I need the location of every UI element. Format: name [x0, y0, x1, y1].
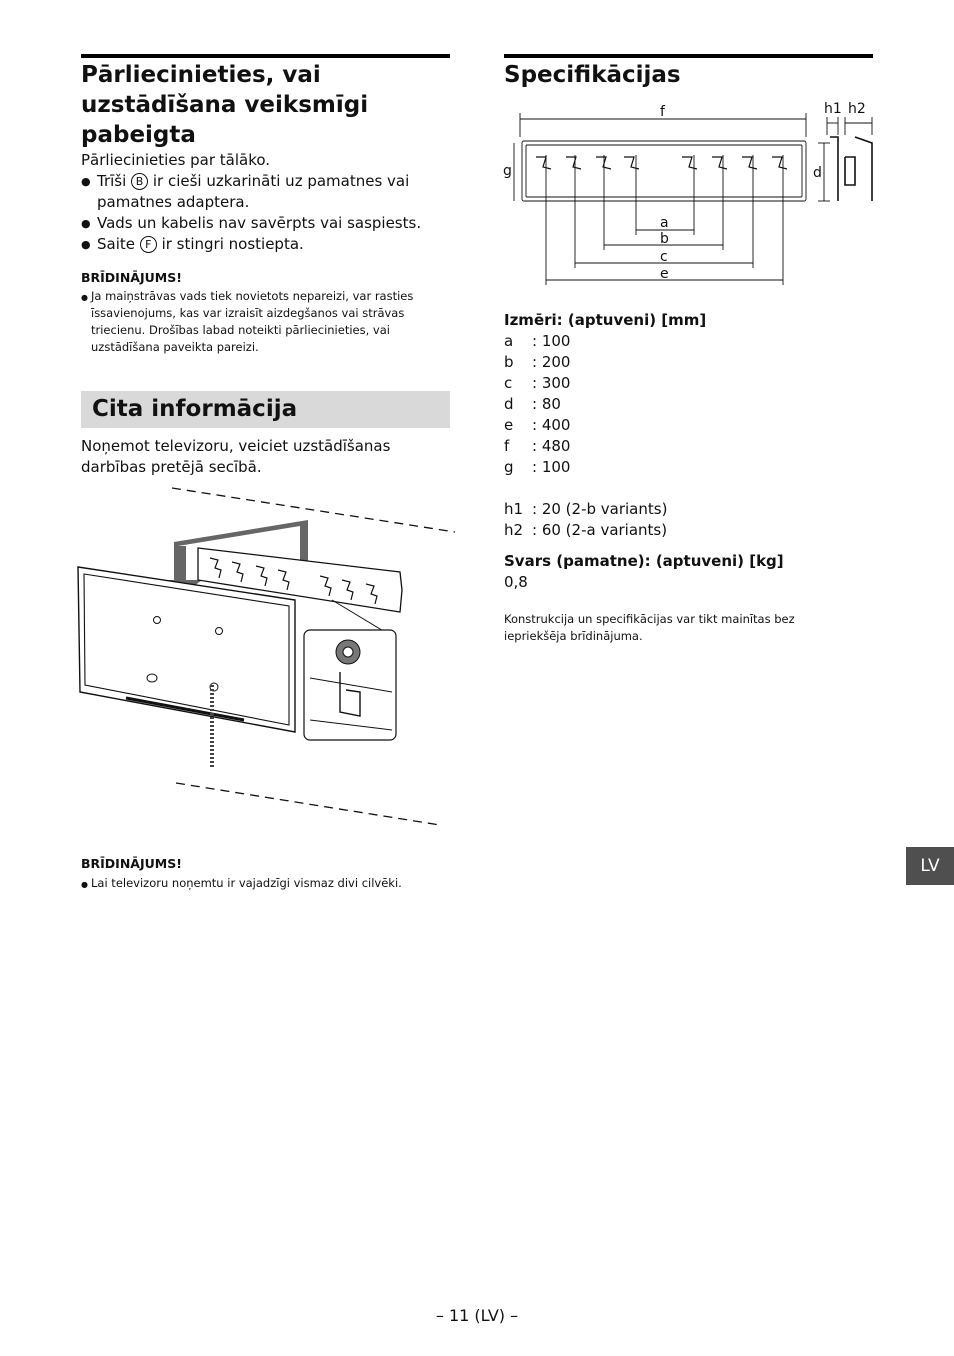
list-item: ● Lai televizoru noņemtu ir vajadzīgi vismaz divi cilvēki. [81, 875, 441, 892]
list-item: c : 300 [504, 374, 571, 392]
list-item: g : 100 [504, 458, 571, 476]
language-tab: LV [906, 847, 954, 885]
mark-f-badge: F [140, 236, 157, 253]
label-d: d [813, 165, 822, 181]
list-item: b : 200 [504, 353, 571, 371]
list-item: e : 400 [504, 416, 571, 434]
section1-body [81, 150, 453, 255]
bracket-dimension-diagram [500, 95, 880, 290]
list-item: ● Saite F ir stingri nostiepta. [81, 234, 453, 255]
list-item: h1 : 20 (2-b variants) [504, 500, 668, 518]
section2-warning-title: BRĪDINĀJUMS! [81, 856, 182, 871]
section2-text: Noņemot televizoru, veiciet uzstādīšanas darbības pretējā secībā. [81, 437, 391, 476]
label-g: g [503, 163, 512, 179]
list-item: ● Ja maiņstrāvas vads tiek novietots nepareizi, var rasties īssavienojums, kas var izraisīt aizdegšanos vai strāvas triecienu. Drošības labad noteikti pārliecinieties, vai uzstādīšana paveikta pareizi. [81, 288, 441, 356]
list-item: ● Trīši B ir cieši uzkarināti uz pamatnes vai pamatnes adaptera. [81, 171, 453, 213]
weight-value: 0,8 [504, 573, 528, 591]
section1-warning-list [81, 288, 441, 356]
list-item: a : 100 [504, 332, 571, 350]
dimensions-list [504, 331, 864, 541]
tv-removal-illustration [70, 480, 465, 835]
mark-b-badge: B [131, 173, 148, 190]
list-item: h2 : 60 (2-a variants) [504, 521, 668, 539]
label-f: f [660, 104, 665, 120]
list-item: d : 80 [504, 395, 561, 413]
label-c: c [660, 249, 668, 265]
label-h1: h1 [824, 101, 842, 117]
section1-warning-title: BRĪDINĀJUMS! [81, 270, 182, 285]
label-e: e [660, 266, 669, 282]
spec-top-rule [504, 54, 873, 58]
list-item: ● Vads un kabelis nav savērpts vai saspiests. [81, 213, 453, 234]
label-b: b [660, 231, 669, 247]
label-a: a [660, 215, 669, 231]
dimensions-title: Izmēri: (aptuveni) [mm] [504, 311, 707, 329]
section1-title: Pārliecinieties, vai uzstādīšana veiksmīgi pabeigta [81, 62, 369, 148]
list-item: f : 480 [504, 437, 571, 455]
section2-warning-list [81, 875, 441, 892]
spec-title: Specifikācijas [504, 62, 681, 88]
dimensions-block [504, 310, 864, 593]
spec-note: Konstrukcija un specifikācijas var tikt mainītas bez iepriekšēja brīdinājuma. [504, 612, 795, 643]
section1-top-rule [81, 54, 450, 58]
label-h2: h2 [848, 101, 866, 117]
page-number: – 11 (LV) – [435, 1306, 519, 1325]
section2-title: Cita informācija [92, 396, 298, 422]
section1-intro: Pārliecinieties par tālāko. [81, 151, 271, 169]
weight-title: Svars (pamatne): (aptuveni) [kg] [504, 552, 784, 570]
section1-bullet-list [81, 171, 453, 255]
